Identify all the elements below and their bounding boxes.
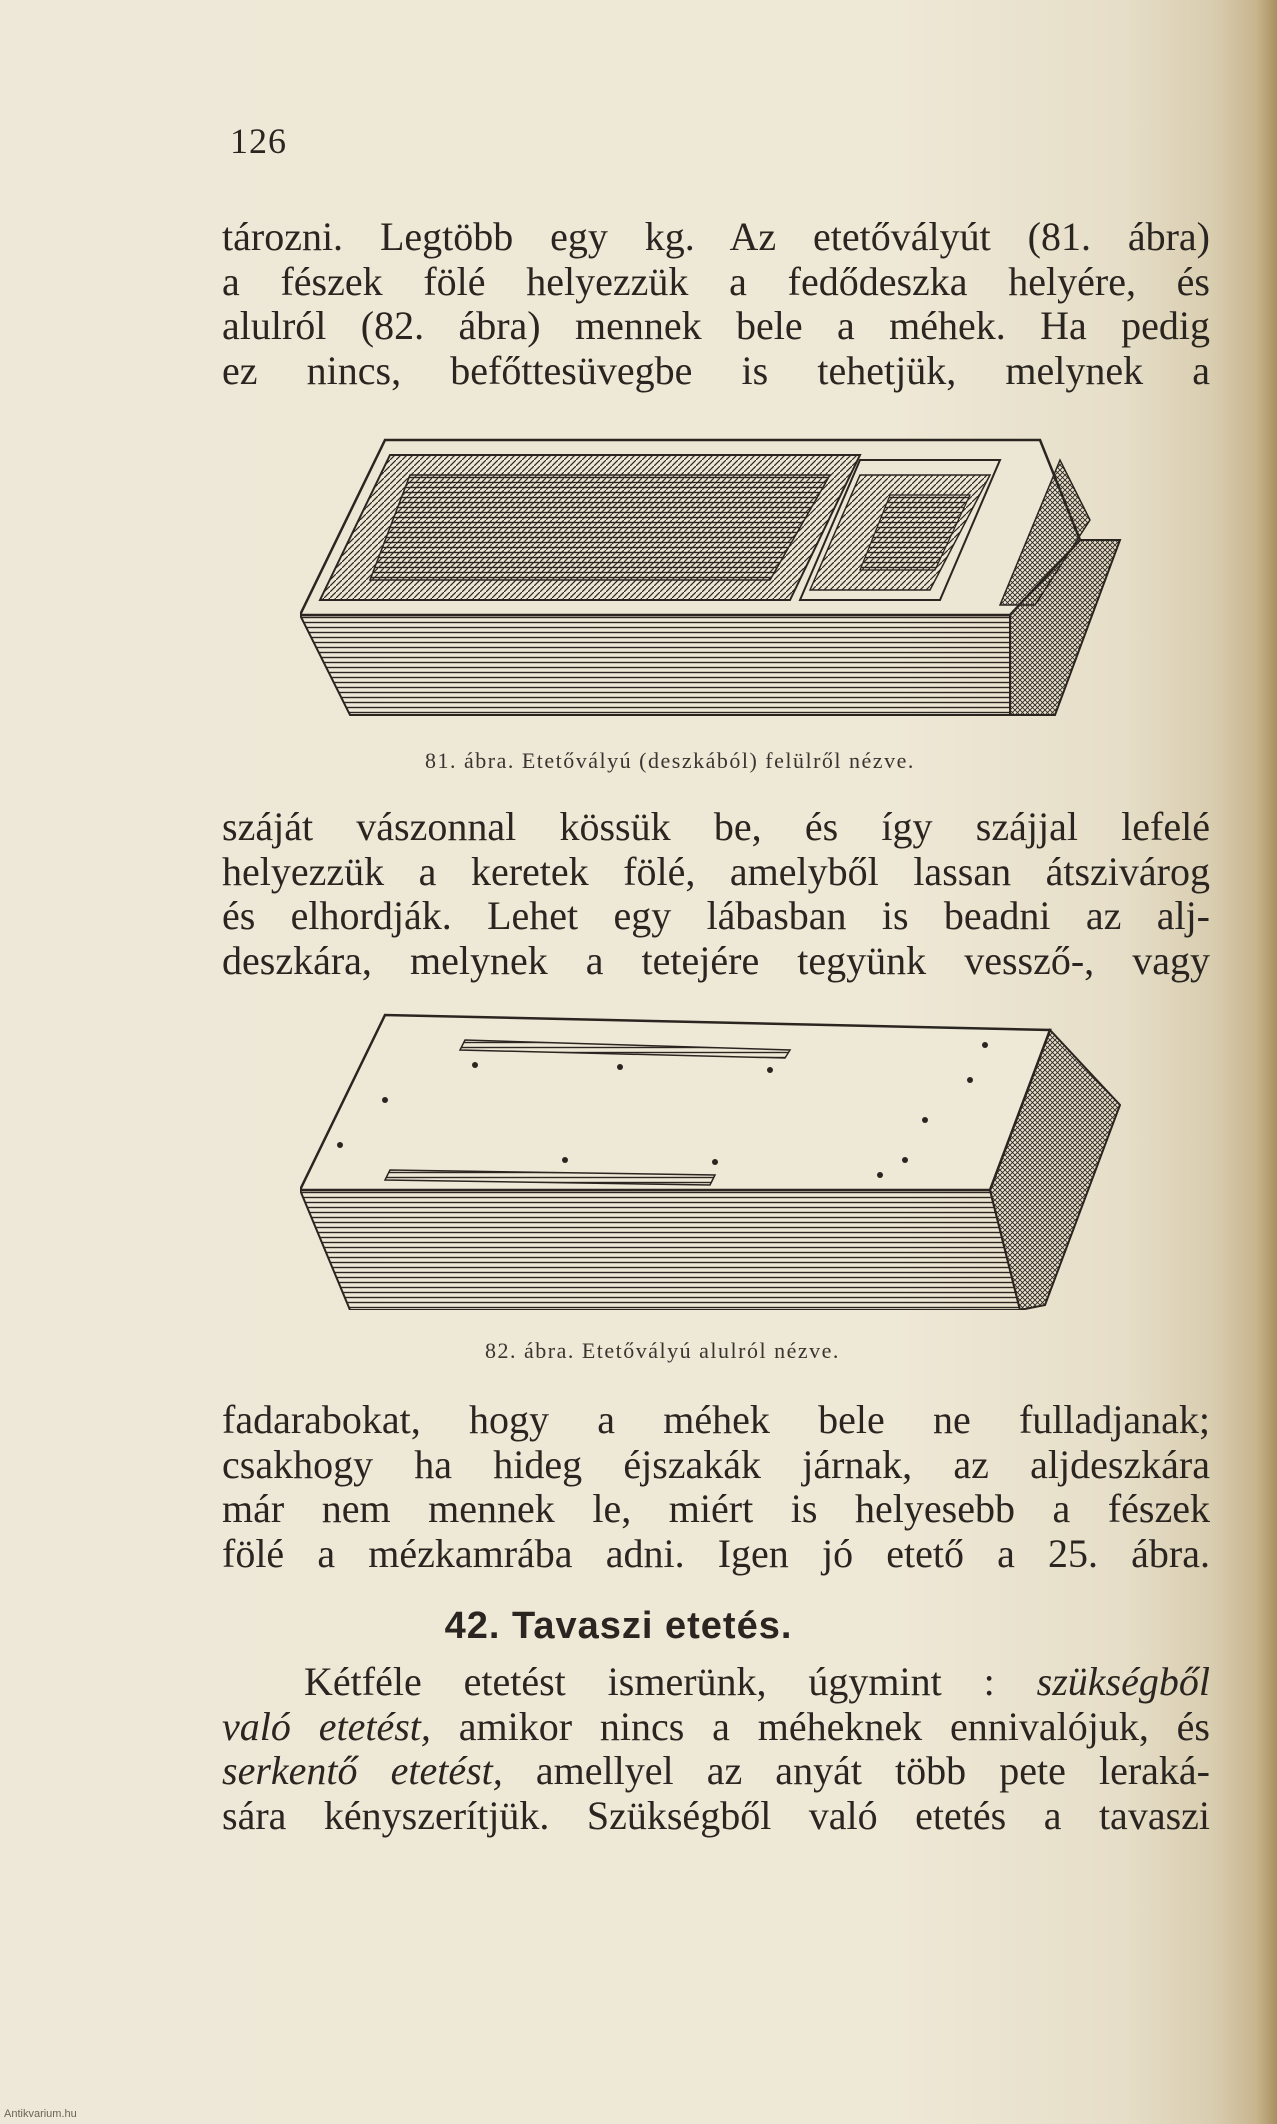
text-line: sára kényszerítjük. Szükségből való etetés a tavaszi — [222, 1792, 1210, 1838]
figure-82-feeder-bottom-view — [300, 1010, 1130, 1310]
text-line: való etetést, amikor nincs a méheknek ennivalójuk, és — [222, 1703, 1210, 1749]
text-line: a fészek fölé helyezzük a fedődeszka helyére, és — [222, 258, 1210, 304]
paragraph-4 — [222, 1660, 1210, 1838]
paragraph-1 — [222, 215, 1210, 393]
page-number: 126 — [230, 121, 287, 161]
text-line: alulról (82. ábra) mennek bele a méhek. Ha pedig — [222, 303, 1210, 348]
text-line: csakhogy ha hideg éjszakák járnak, az aljdeszkára — [222, 1441, 1210, 1487]
text-line: serkentő etetést, amellyel az anyát több pete leraká- — [222, 1748, 1210, 1793]
text-line: már nem mennek le, miért is helyesebb a fészek — [222, 1486, 1210, 1531]
text-line: és elhordják. Lehet egy lábasban is beadni az alj- — [222, 893, 1210, 938]
paragraph-3 — [222, 1398, 1210, 1576]
page-edge — [1257, 0, 1277, 2124]
text-line: deszkára, melynek a tetejére tegyünk vessző-, vagy — [222, 937, 1210, 983]
text-line: helyezzük a keretek fölé, amelyből lassan átszivárog — [222, 848, 1210, 894]
watermark: Antikvarium.hu — [4, 2108, 77, 2120]
text-line: fölé a mézkamrába adni. Igen jó etető a 25. ábra. — [222, 1530, 1210, 1576]
text-line: száját vászonnal kössük be, és így szájjal lefelé — [222, 804, 1210, 849]
text-line: Kétféle etetést ismerünk, úgymint : szükségből — [304, 1659, 1210, 1704]
figure-81-feeder-top-view — [300, 430, 1130, 730]
figure-81-caption: 81. ábra. Etetővályú (deszkából) felülről nézve. — [425, 748, 915, 773]
paragraph-2 — [222, 805, 1210, 983]
text-line: ez nincs, befőttesüvegbe is tehetjük, melynek a — [222, 347, 1210, 393]
text-line: tározni. Legtöbb egy kg. Az etetővályút (81. ábra) — [222, 214, 1210, 259]
text-line: fadarabokat, hogy a méhek bele ne fulladjanak; — [222, 1397, 1210, 1442]
section-heading: 42. Tavaszi etetés. — [444, 1605, 793, 1647]
figure-82-caption: 82. ábra. Etetővályú alulról nézve. — [485, 1338, 840, 1363]
